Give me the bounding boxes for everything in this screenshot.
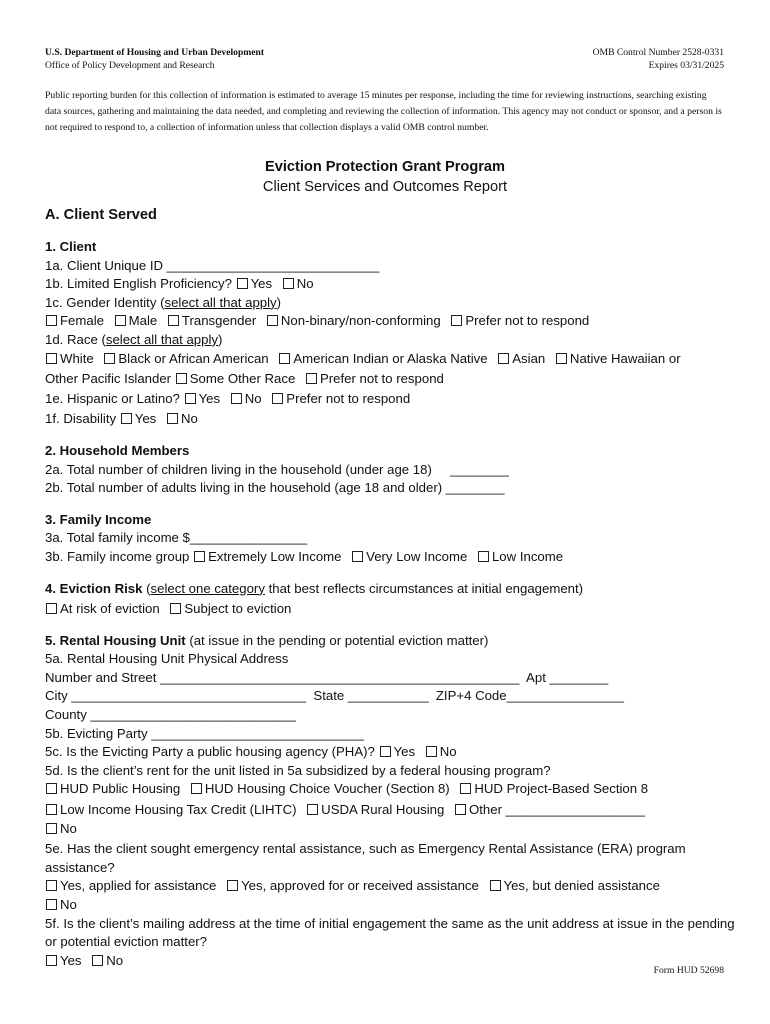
q1d-options-row2 bbox=[45, 370, 735, 389]
q1d-other-race-option[interactable] bbox=[175, 371, 296, 386]
q1d-label-end: ) bbox=[218, 331, 223, 347]
checkbox-icon[interactable] bbox=[455, 804, 466, 815]
option-label: Prefer not to respond bbox=[319, 371, 444, 387]
option-label: Low Income Housing Tax Credit (LIHTC) bbox=[60, 802, 297, 818]
checkbox-icon[interactable] bbox=[306, 373, 317, 384]
option-label: Male bbox=[128, 313, 158, 329]
section-5-heading-line bbox=[45, 632, 735, 651]
checkbox-icon[interactable] bbox=[46, 955, 57, 966]
q1f-label: 1f. Disability bbox=[45, 411, 117, 427]
q5e-denied-option[interactable] bbox=[489, 878, 660, 893]
q5f-options bbox=[45, 952, 735, 971]
form-subtitle: Client Services and Outcomes Report bbox=[262, 179, 508, 195]
option-label: Yes, approved for or received assistance bbox=[241, 878, 479, 894]
section-4-heading: 4. Eviction Risk bbox=[45, 580, 143, 596]
q1d-pacific-islander-option[interactable] bbox=[555, 351, 681, 366]
header-omb-block bbox=[593, 46, 724, 72]
section-5-heading: 5. Rental Housing Unit bbox=[45, 632, 186, 648]
checkbox-icon[interactable] bbox=[478, 551, 489, 562]
q1e-no-option[interactable] bbox=[230, 391, 262, 406]
q3b-very-low-option[interactable] bbox=[351, 549, 467, 564]
checkbox-icon[interactable] bbox=[380, 746, 391, 757]
s4-post: that best reflects circumstances at initial engagement) bbox=[264, 580, 584, 596]
checkbox-icon[interactable] bbox=[556, 353, 567, 364]
q1c-female-option[interactable] bbox=[45, 313, 104, 328]
section-1-heading: 1. Client bbox=[45, 239, 97, 254]
option-label: No bbox=[106, 952, 124, 968]
checkbox-icon[interactable] bbox=[46, 880, 57, 891]
q1d-white-option[interactable] bbox=[45, 351, 94, 366]
q1f-no-option[interactable] bbox=[166, 411, 198, 426]
checkbox-icon[interactable] bbox=[490, 880, 501, 891]
q1a-client-id[interactable]: 1a. Client Unique ID _____________________________ bbox=[45, 257, 380, 273]
option-label: No bbox=[244, 390, 262, 406]
q1c-nonbinary-option[interactable] bbox=[266, 313, 441, 328]
q5d-other-option[interactable] bbox=[454, 802, 645, 817]
option-label: Female bbox=[60, 313, 104, 329]
option-label: HUD Public Housing bbox=[60, 781, 181, 797]
checkbox-icon[interactable] bbox=[272, 393, 283, 404]
option-label: Other ___________________ bbox=[468, 802, 645, 818]
option-label: Yes bbox=[250, 276, 273, 292]
q1c-instruction: select all that apply bbox=[164, 294, 277, 310]
q3b-low-option[interactable] bbox=[477, 549, 563, 564]
title-block bbox=[0, 157, 770, 197]
q1d-prefer-not-option[interactable] bbox=[305, 371, 444, 386]
agency-name: U.S. Department of Housing and Urban Development bbox=[45, 47, 265, 58]
q1f-yes-option[interactable] bbox=[120, 411, 157, 426]
q5e-no-option[interactable] bbox=[45, 897, 77, 912]
option-label: Yes bbox=[393, 744, 416, 760]
q5a-street-field[interactable]: Number and Street _________________________________________________ Apt ________ bbox=[45, 669, 609, 685]
checkbox-icon[interactable] bbox=[46, 899, 57, 910]
option-label: No bbox=[296, 276, 314, 292]
option-label-continued: Other Pacific Islander bbox=[45, 371, 172, 387]
burden-statement: Public reporting burden for this collection of information is estimated to average 15 minutes per response, including the time for reviewing instructions, searching existing data sources, gathering and maintaining the data needed, and completing and reviewing the collection of information. This agency may not conduct or sponsor, and a person is not required to respond to, a collection of information unless that collection displays a valid OMB control number. bbox=[45, 90, 722, 133]
checkbox-icon[interactable] bbox=[231, 393, 242, 404]
checkbox-icon[interactable] bbox=[352, 551, 363, 562]
option-label: No bbox=[60, 897, 77, 912]
checkbox-icon[interactable] bbox=[92, 955, 103, 966]
section-5-note: (at issue in the pending or potential eviction matter) bbox=[185, 632, 489, 648]
option-label: American Indian or Alaska Native bbox=[293, 350, 488, 366]
q5e-no-row bbox=[45, 896, 735, 915]
q5e-label: 5e. Has the client sought emergency rental assistance, such as Emergency Rental Assistance (ERA) program assistance? bbox=[45, 841, 686, 875]
q1c-label-end: ) bbox=[276, 294, 282, 310]
option-label: Subject to eviction bbox=[184, 601, 292, 617]
option-label: Yes, applied for assistance bbox=[60, 878, 217, 894]
q1d-race-label bbox=[45, 331, 735, 350]
q5d-voucher-option[interactable] bbox=[190, 781, 450, 796]
checkbox-icon[interactable] bbox=[46, 804, 57, 815]
q5d-lihtc-option[interactable] bbox=[45, 802, 297, 817]
q1b-lep bbox=[45, 275, 735, 294]
option-label: Very Low Income bbox=[366, 548, 468, 564]
option-label: Native Hawaiian or bbox=[569, 350, 681, 366]
section-3-heading: 3. Family Income bbox=[45, 511, 152, 527]
option-label: No bbox=[60, 820, 77, 836]
q5e-options-row1 bbox=[45, 877, 735, 896]
checkbox-icon[interactable] bbox=[167, 413, 178, 424]
q1e-prefer-not-option[interactable] bbox=[271, 391, 410, 406]
q5d-project-based-option[interactable] bbox=[459, 781, 648, 796]
checkbox-icon[interactable] bbox=[115, 315, 126, 326]
q1b-no-option[interactable] bbox=[282, 276, 314, 291]
expiration-date: Expires 03/31/2025 bbox=[648, 60, 724, 71]
q1d-options-row1 bbox=[45, 350, 735, 369]
checkbox-icon[interactable] bbox=[267, 315, 278, 326]
option-label: Yes bbox=[198, 390, 221, 406]
q2b-adults[interactable]: 2b. Total number of adults living in the household (age 18 and older) ________ bbox=[45, 480, 505, 496]
q5d-label: 5d. Is the client’s rent for the unit listed in 5a subsidized by a federal housing program? bbox=[45, 762, 551, 778]
q4-subject-option[interactable] bbox=[169, 601, 291, 616]
q1e-hispanic bbox=[45, 390, 735, 409]
q3b-extremely-low-option[interactable] bbox=[193, 549, 341, 564]
checkbox-icon[interactable] bbox=[227, 880, 238, 891]
q5d-options-row1 bbox=[45, 780, 735, 799]
q5e-approved-option[interactable] bbox=[226, 878, 479, 893]
checkbox-icon[interactable] bbox=[451, 315, 462, 326]
q2a-children[interactable]: 2a. Total number of children living in the household (under age 18) ________ bbox=[45, 461, 509, 477]
checkbox-icon[interactable] bbox=[185, 393, 196, 404]
option-label: White bbox=[60, 350, 94, 366]
checkbox-icon[interactable] bbox=[46, 603, 57, 614]
q1b-label: 1b. Limited English Proficiency? bbox=[45, 276, 232, 292]
checkbox-icon[interactable] bbox=[46, 823, 57, 834]
checkbox-icon[interactable] bbox=[168, 315, 179, 326]
q3b-label: 3b. Family income group bbox=[45, 548, 190, 564]
checkbox-icon[interactable] bbox=[307, 804, 318, 815]
q1d-black-option[interactable] bbox=[103, 351, 268, 366]
checkbox-icon[interactable] bbox=[194, 551, 205, 562]
q1b-yes-option[interactable] bbox=[236, 276, 273, 291]
header-agency-block bbox=[45, 46, 264, 72]
q5a-city-field[interactable]: City ________________________________ State ___________ ZIP+4 Code________________ bbox=[45, 688, 624, 704]
option-label: USDA Rural Housing bbox=[321, 802, 445, 818]
form-title: Eviction Protection Grant Program bbox=[264, 159, 506, 175]
q5c-pha bbox=[45, 743, 735, 762]
office-name: Office of Policy Development and Research bbox=[45, 60, 215, 71]
option-label: No bbox=[180, 411, 198, 427]
option-label: Yes bbox=[60, 952, 82, 968]
section-2-heading: 2. Household Members bbox=[45, 442, 190, 458]
option-label: Yes bbox=[134, 411, 157, 427]
option-label: Asian bbox=[512, 350, 546, 366]
q1c-options bbox=[45, 312, 735, 331]
checkbox-icon[interactable] bbox=[498, 353, 509, 364]
checkbox-icon[interactable] bbox=[237, 278, 248, 289]
option-label: Black or African American bbox=[118, 350, 269, 366]
q5d-options-row2 bbox=[45, 801, 735, 820]
q5f-label: 5f. Is the client’s mailing address at the time of initial engagement the same as the unit address at issue in the pending or potential eviction matter? bbox=[45, 915, 735, 950]
checkbox-icon[interactable] bbox=[46, 315, 57, 326]
q5c-no-option[interactable] bbox=[425, 744, 457, 759]
option-label: At risk of eviction bbox=[60, 601, 160, 617]
form-body bbox=[45, 238, 735, 970]
q1d-label: 1d. Race ( bbox=[45, 331, 106, 347]
q5a-label: 5a. Rental Housing Unit Physical Address bbox=[45, 651, 289, 667]
q5c-yes-option[interactable] bbox=[379, 744, 416, 759]
q5d-usda-option[interactable] bbox=[306, 802, 444, 817]
q4-options bbox=[45, 600, 735, 619]
q5e-applied-option[interactable] bbox=[45, 878, 216, 893]
q3a-family-income[interactable]: 3a. Total family income $________________ bbox=[45, 530, 308, 546]
q1e-yes-option[interactable] bbox=[184, 391, 221, 406]
option-label: Prefer not to respond bbox=[465, 313, 590, 329]
q5d-no-option[interactable] bbox=[45, 821, 77, 836]
checkbox-icon[interactable] bbox=[283, 278, 294, 289]
option-label: HUD Project-Based Section 8 bbox=[474, 781, 649, 797]
checkbox-icon[interactable] bbox=[104, 353, 115, 364]
option-label: No bbox=[439, 744, 457, 760]
checkbox-icon[interactable] bbox=[426, 746, 437, 757]
q5f-no-option[interactable] bbox=[91, 953, 123, 968]
q1e-label: 1e. Hispanic or Latino? bbox=[45, 390, 180, 406]
section-4-heading-line bbox=[45, 580, 735, 599]
q1d-instruction: select all that apply bbox=[105, 331, 219, 347]
q5a-county-field[interactable]: County ____________________________ bbox=[45, 707, 296, 723]
q1d-native-american-option[interactable] bbox=[278, 351, 487, 366]
option-label: Yes, but denied assistance bbox=[503, 878, 660, 894]
checkbox-icon[interactable] bbox=[46, 783, 57, 794]
q1c-label: 1c. Gender Identity ( bbox=[45, 294, 165, 310]
option-label: HUD Housing Choice Voucher (Section 8) bbox=[204, 781, 450, 797]
q5f-yes-option[interactable] bbox=[45, 953, 82, 968]
option-label: Prefer not to respond bbox=[286, 390, 411, 406]
checkbox-icon[interactable] bbox=[170, 603, 181, 614]
checkbox-icon[interactable] bbox=[176, 373, 187, 384]
checkbox-icon[interactable] bbox=[191, 783, 202, 794]
checkbox-icon[interactable] bbox=[460, 783, 471, 794]
q1c-gender-label bbox=[45, 294, 735, 313]
q4-at-risk-option[interactable] bbox=[45, 601, 160, 616]
q1c-transgender-option[interactable] bbox=[167, 313, 256, 328]
q1c-male-option[interactable] bbox=[114, 313, 158, 328]
option-label: Non-binary/non-conforming bbox=[280, 313, 441, 329]
q5d-public-housing-option[interactable] bbox=[45, 781, 180, 796]
q5c-label: 5c. Is the Evicting Party a public housing agency (PHA)? bbox=[45, 744, 375, 760]
q5b-evicting-party[interactable]: 5b. Evicting Party _____________________________ bbox=[45, 725, 364, 741]
q1f-disability bbox=[45, 410, 735, 429]
form-number: Form HUD 52698 bbox=[653, 965, 724, 976]
option-label: Extremely Low Income bbox=[208, 548, 342, 564]
s4-instruction: select one category bbox=[150, 580, 265, 596]
q5d-no-row bbox=[45, 820, 735, 839]
option-label: Low Income bbox=[491, 548, 564, 564]
omb-control-number: OMB Control Number 2528-0331 bbox=[592, 47, 724, 58]
option-label: Some Other Race bbox=[189, 371, 296, 387]
section-a-heading: A. Client Served bbox=[45, 207, 157, 223]
q1c-prefer-not-option[interactable] bbox=[450, 313, 589, 328]
q1d-asian-option[interactable] bbox=[497, 351, 545, 366]
checkbox-icon[interactable] bbox=[121, 413, 132, 424]
checkbox-icon[interactable] bbox=[279, 353, 290, 364]
q3b-income-group bbox=[45, 548, 735, 567]
option-label: Transgender bbox=[181, 313, 257, 329]
checkbox-icon[interactable] bbox=[46, 353, 57, 364]
s4-pre: ( bbox=[142, 580, 151, 596]
